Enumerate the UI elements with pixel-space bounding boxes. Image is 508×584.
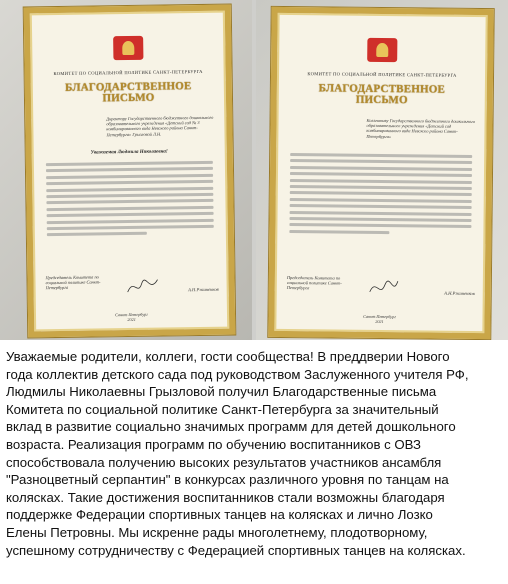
signature-icon (125, 274, 159, 298)
letter-signer-name: А.Н.Ржаненков (444, 290, 475, 296)
letter-body-text (46, 161, 214, 255)
letter-title-line1: БЛАГОДАРСТВЕННОЕ (65, 80, 192, 94)
photo-letter-right (256, 0, 508, 340)
coat-of-arms-icon (113, 36, 143, 60)
letter-title-line2: ПИСЬМО (102, 91, 155, 105)
photo-letter-left (0, 0, 252, 340)
post-caption: Уважаемые родители, коллеги, гости сообщества! В преддверии Нового года коллектив детского сада под руководством Заслуженного учителя РФ, Людмилы Николаевны Грызловой получил Благодарственные письма Комитета по социальной политике Санкт-Петербурга за значительный вклад в развитие социально значимых программ для детей дошкольного возраста. Реализация программ по обучению воспитанников с ОВЗ способствовала получению высоких результатов участников ансамбля "Разноцветный серпантин" в конкурсах различного уровня по танцам на колясках. Такие достижения воспитанников стали возможны благодаря поддержке Федерации спортивных танцев на колясках и лично Лозко Елены Петровны. Мы искренне рады многолетнему, плодотворному, успешному сотрудничеству с Федерацией спортивных танцев на колясках. (6, 349, 469, 558)
letter-signer-title: Председатель Комитета по социальной политике Санкт-Петербурга (286, 275, 342, 291)
coat-of-arms-icon (367, 38, 397, 62)
letter-title (285, 83, 479, 107)
letter-title (39, 81, 218, 105)
signature-icon (367, 276, 401, 300)
letter-addressee: Директору Государственного бюджетного дошкольного образовательного учреждения «Детский сад № 3 комбинированного вида Невского района Санкт-Петербурга» Грызловой Л.Н. (106, 114, 214, 137)
letter-title-line1: БЛАГОДАРСТВЕННОЕ (318, 82, 446, 96)
gratitude-letter (24, 5, 236, 338)
letter-body-text (289, 153, 472, 247)
letter-salutation: Уважаемая Людмила Николаевна! (90, 149, 168, 156)
letter-place-date: Санкт-Петербург 2021 (115, 311, 148, 323)
letter-title-line2: ПИСЬМО (355, 93, 408, 107)
committee-name: КОМИТЕТ ПО СОЦИАЛЬНОЙ ПОЛИТИКЕ САНКТ-ПЕТЕРБУРГА (307, 71, 457, 78)
committee-name: КОМИТЕТ ПО СОЦИАЛЬНОЙ ПОЛИТИКЕ САНКТ-ПЕТЕРБУРГА (53, 68, 203, 77)
letter-place-date: Санкт-Петербург 2021 (363, 313, 396, 325)
letter-signer-title: Председатель Комитета по социальной политике Санкт-Петербурга (45, 274, 101, 291)
letter-addressee: Коллективу Государственного бюджетного дошкольного образовательного учреждения «Детский сад комбинированного вида Невского района Санкт-Петербурга» (366, 117, 475, 139)
gratitude-letter (268, 7, 493, 339)
letter-signer-name: А.Н.Ржаненков (188, 286, 219, 293)
